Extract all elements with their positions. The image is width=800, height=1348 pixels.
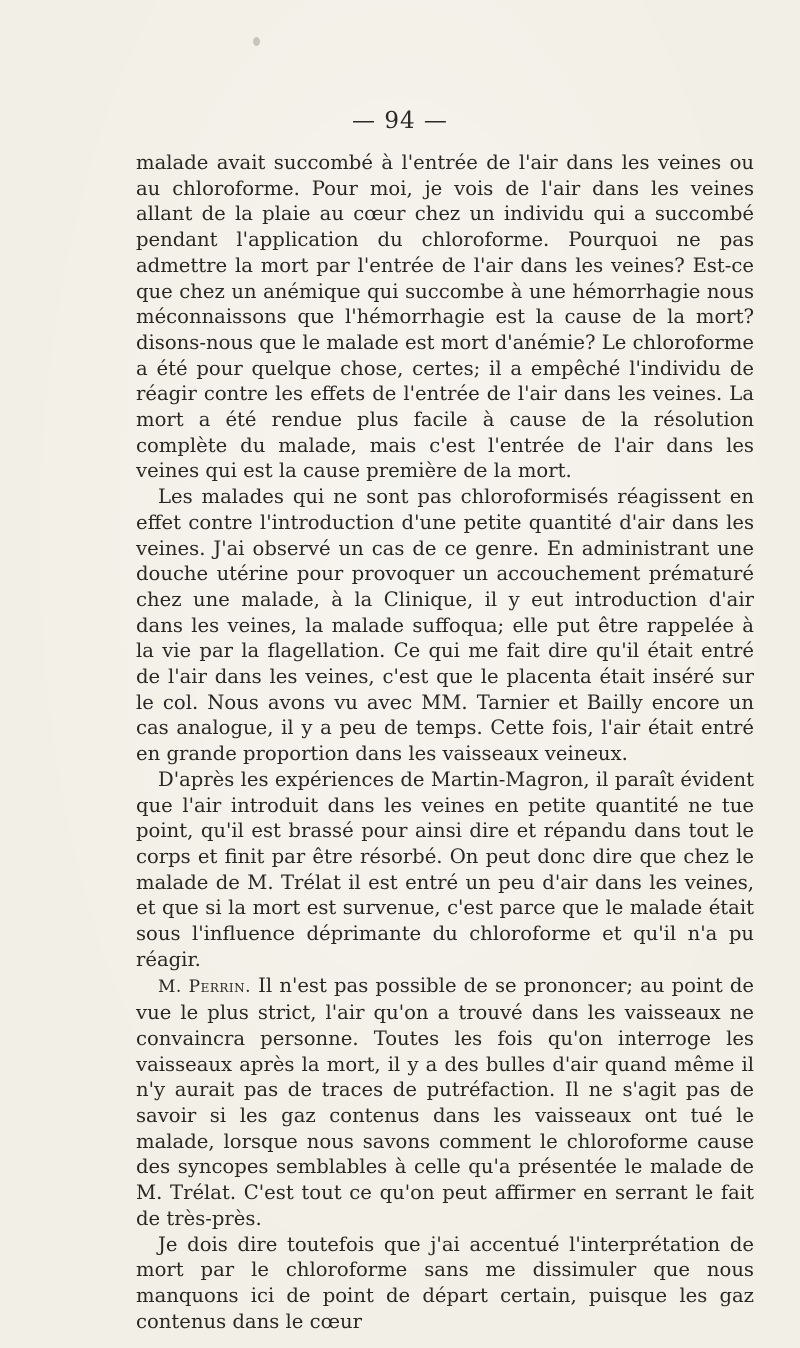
paragraph-4 [136, 973, 754, 1232]
paragraph-1-text: malade avait succombé à l'entrée de l'air dans les veines ou au chloroforme. Pour moi, je vois de l'air dans les veines allant de la plaie au cœur chez un individu qui a succombé pendant l'application du chloroforme. Pourquoi ne pas admettre la mort par l'entrée de l'air dans les veines? Est-ce que chez un anémique qui succombe à une hémorrhagie nous méconnaissons que l'hémorrhagie est la cause de la mort? disons-nous que le malade est mort d'anémie? Le chloroforme a été pour quelque chose, certes; il a empêché l'individu de réagir contre les effets de l'entrée de l'air dans les veines. La mort a été rendue plus facile à cause de la résolution complète du malade, mais c'est l'entrée de l'air dans les veines qui est la cause première de la mort. [136, 151, 754, 483]
paragraph-2 [136, 484, 754, 767]
speaker-name: M. Perrin. [158, 976, 252, 997]
paragraph-5 [136, 1232, 754, 1335]
paper-speck [253, 37, 260, 46]
paragraph-5-text: Je dois dire toutefois que j'ai accentué l'interprétation de mort par le chloroforme sans me dissimuler que nous manquons ici de point de départ certain, puisque les gaz contenus dans le cœur [136, 1232, 754, 1333]
paragraph-3 [136, 767, 754, 973]
paragraph-2-text: Les malades qui ne sont pas chloroformisés réagissent en effet contre l'introduction d'une petite quantité d'air dans les veines. J'ai observé un cas de ce genre. En administrant une douche utérine pour provoquer un accouchement prématuré chez une malade, à la Clinique, il y eut introduction d'air dans les veines, la malade suffoqua; elle put être rappelée à la vie par la flagellation. Ce qui me fait dire qu'il était entré de l'air dans les veines, c'est que le placenta était inséré sur le col. Nous avons vu avec MM. Tarnier et Bailly encore un cas analogue, il y a peu de temps. Cette fois, l'air était entré en grande proportion dans les vaisseaux veineux. [136, 485, 754, 766]
paragraph-3-text: D'après les expériences de Martin-Magron, il paraît évident que l'air introduit dans les veines en petite quantité ne tue point, qu'il est brassé pour ainsi dire et répandu dans tout le corps et finit par être résorbé. On peut donc dire que chez le malade de M. Trélat il est entré un peu d'air dans les veines, et que si la mort est survenue, c'est parce que le malade était sous l'influence déprimante du chloroforme et qu'il n'a pu réagir. [136, 767, 754, 971]
body-text [136, 150, 754, 1334]
paragraph-4-text: Il n'est pas possible de se prononcer; au point de vue le plus strict, l'air qu'on a trouvé dans les vaisseaux ne convaincra personne. Toutes les fois qu'on interroge les vaisseaux après la mort, il y a des bulles d'air quand même il n'y aurait pas de traces de putréfaction. Il ne s'agit pas de savoir si les gaz contenus dans les vaisseaux ont tué le malade, lorsque nous savons comment le chloroforme cause des syncopes semblables à celle qu'a présentée le malade de M. Trélat. C'est tout ce qu'on peut affirmer en serrant le fait de très-près. [136, 973, 754, 1230]
page-number: — 94 — [352, 108, 448, 134]
paragraph-1 [136, 150, 754, 484]
